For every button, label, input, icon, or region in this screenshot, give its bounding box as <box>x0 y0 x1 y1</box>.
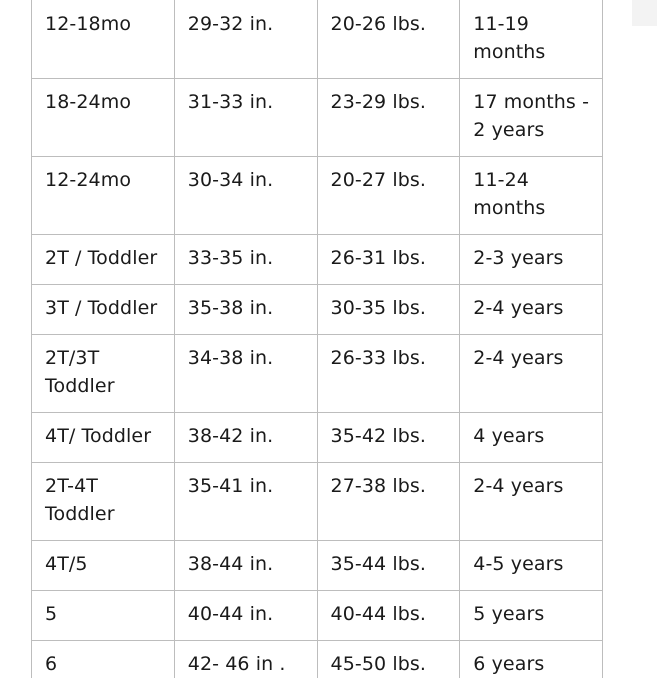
size-cell: 2T / Toddler <box>32 235 175 285</box>
age-cell: 11-19 months <box>460 0 603 79</box>
table-row <box>32 463 603 541</box>
age-cell: 2-4 years <box>460 285 603 335</box>
height-cell: 40-44 in. <box>174 591 317 641</box>
size-cell: 6 <box>32 641 175 678</box>
age-cell: 2-4 years <box>460 335 603 413</box>
table-row <box>32 641 603 678</box>
weight-cell: 26-31 lbs. <box>317 235 460 285</box>
height-cell: 33-35 in. <box>174 235 317 285</box>
age-cell: 2-3 years <box>460 235 603 285</box>
weight-cell: 45-50 lbs. <box>317 641 460 678</box>
size-cell: 3T / Toddler <box>32 285 175 335</box>
size-cell: 2T-4T Toddler <box>32 463 175 541</box>
height-cell: 35-38 in. <box>174 285 317 335</box>
age-cell: 4 years <box>460 413 603 463</box>
table-row <box>32 0 603 79</box>
age-cell: 4-5 years <box>460 541 603 591</box>
size-cell: 12-18mo <box>32 0 175 79</box>
weight-cell: 30-35 lbs. <box>317 285 460 335</box>
size-cell: 5 <box>32 591 175 641</box>
weight-cell: 23-29 lbs. <box>317 79 460 157</box>
table-row <box>32 413 603 463</box>
table-row <box>32 335 603 413</box>
size-cell: 4T/5 <box>32 541 175 591</box>
weight-cell: 35-42 lbs. <box>317 413 460 463</box>
size-cell: 12-24mo <box>32 157 175 235</box>
height-cell: 29-32 in. <box>174 0 317 79</box>
height-cell: 31-33 in. <box>174 79 317 157</box>
age-cell: 5 years <box>460 591 603 641</box>
age-cell: 6 years <box>460 641 603 678</box>
table-row <box>32 235 603 285</box>
weight-cell: 40-44 lbs. <box>317 591 460 641</box>
size-chart-table <box>31 0 603 678</box>
table-row <box>32 541 603 591</box>
height-cell: 34-38 in. <box>174 335 317 413</box>
age-cell: 2-4 years <box>460 463 603 541</box>
table-row <box>32 79 603 157</box>
height-cell: 38-44 in. <box>174 541 317 591</box>
size-cell: 4T/ Toddler <box>32 413 175 463</box>
height-cell: 30-34 in. <box>174 157 317 235</box>
height-cell: 42- 46 in . <box>174 641 317 678</box>
weight-cell: 26-33 lbs. <box>317 335 460 413</box>
table-row <box>32 591 603 641</box>
age-cell: 11-24 months <box>460 157 603 235</box>
size-cell: 18-24mo <box>32 79 175 157</box>
table-row <box>32 157 603 235</box>
weight-cell: 20-26 lbs. <box>317 0 460 79</box>
age-cell: 17 months - 2 years <box>460 79 603 157</box>
side-panel-edge <box>632 0 657 26</box>
weight-cell: 27-38 lbs. <box>317 463 460 541</box>
table-row <box>32 285 603 335</box>
weight-cell: 20-27 lbs. <box>317 157 460 235</box>
height-cell: 38-42 in. <box>174 413 317 463</box>
size-cell: 2T/3T Toddler <box>32 335 175 413</box>
height-cell: 35-41 in. <box>174 463 317 541</box>
weight-cell: 35-44 lbs. <box>317 541 460 591</box>
